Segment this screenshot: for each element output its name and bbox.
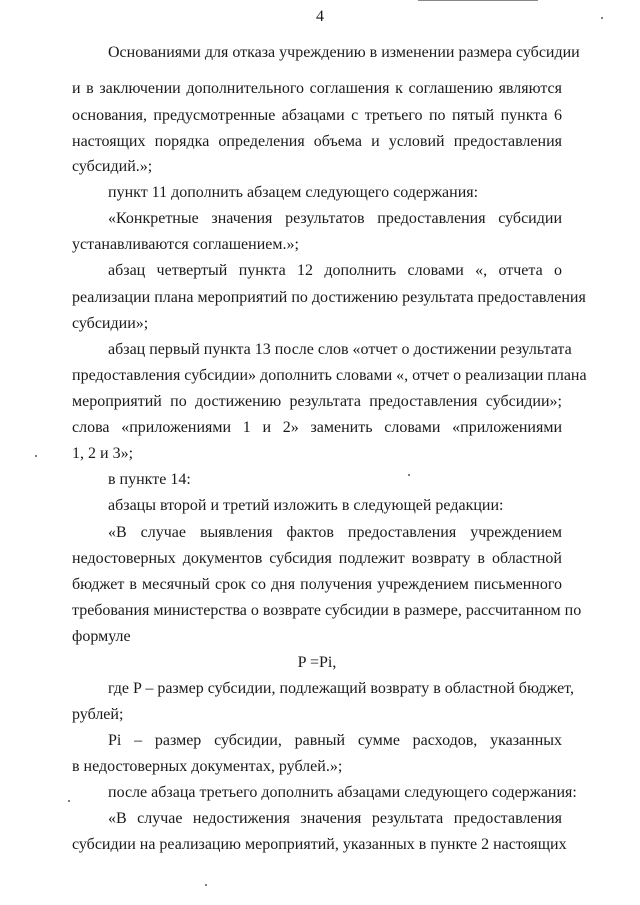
text-line: субсидии на реализацию мероприятий, указанных в пункте 2 настоящих [72, 836, 567, 853]
text-line: основания, предусмотренные абзацами с третьего по пятый пункта 6 [72, 107, 562, 124]
text-line: слова «приложениями 1 и 2» заменить словами «приложениями [72, 419, 562, 436]
scan-speck [408, 474, 410, 476]
text-line: Pi – размер субсидии, равный сумме расходов, указанных [108, 732, 562, 749]
text-line: недостоверных документов субсидия подлежит возврату в областной [72, 550, 562, 567]
text-line: мероприятий по достижению результата предоставления субсидии»; [72, 393, 562, 410]
text-line: бюджет в месячный срок со дня получения учреждением письменного [72, 576, 562, 593]
scan-speck [601, 17, 603, 19]
text-line: Основаниями для отказа учреждению в изменении размера субсидии [108, 44, 580, 61]
text-line: субсидий.»; [72, 158, 153, 175]
text-line: пункт 11 дополнить абзацем следующего содержания: [108, 184, 479, 201]
formula: P =Pi, [297, 654, 337, 671]
scan-speck [205, 884, 207, 886]
text-line: в пункте 14: [108, 471, 191, 488]
text-line: «Конкретные значения результатов предоставления субсидии [108, 210, 562, 227]
text-line: в недостоверных документах, рублей.»; [72, 758, 343, 775]
scan-speck [35, 455, 37, 457]
text-line: предоставления субсидии» дополнить словами «, отчет о реализации плана [72, 367, 587, 384]
text-line: рублей; [72, 706, 124, 723]
text-line: абзац четвертый пункта 12 дополнить словами «, отчета о [108, 262, 562, 279]
text-line: и в заключении дополнительного соглашения к соглашению являются [72, 80, 562, 97]
text-line: абзац первый пункта 13 после слов «отчет о достижении результата [108, 341, 572, 358]
text-line: требования министерства о возврате субсидии в размере, рассчитанном по [72, 602, 582, 619]
text-line: реализации плана мероприятий по достижению результата предоставления [72, 289, 586, 306]
text-line: субсидии»; [72, 315, 149, 332]
text-line: «В случае недостижения значения результата предоставления [108, 810, 562, 827]
page-number: 4 [316, 8, 324, 25]
text-line: где P – размер субсидии, подлежащий возврату в областной бюджет, [108, 680, 574, 697]
scan-speck [68, 800, 70, 802]
text-line: 1, 2 и 3»; [72, 445, 134, 462]
text-line: настоящих порядка определения объема и условий предоставления [72, 133, 562, 150]
text-line: формуле [72, 628, 131, 645]
text-line: после абзаца третьего дополнить абзацами следующего содержания: [108, 784, 577, 801]
scan-edge-mark [418, 0, 538, 1]
text-line: «В случае выявления фактов предоставления учреждением [108, 524, 562, 541]
text-line: абзацы второй и третий изложить в следующей редакции: [108, 497, 504, 514]
text-line: устанавливаются соглашением.»; [72, 236, 299, 253]
